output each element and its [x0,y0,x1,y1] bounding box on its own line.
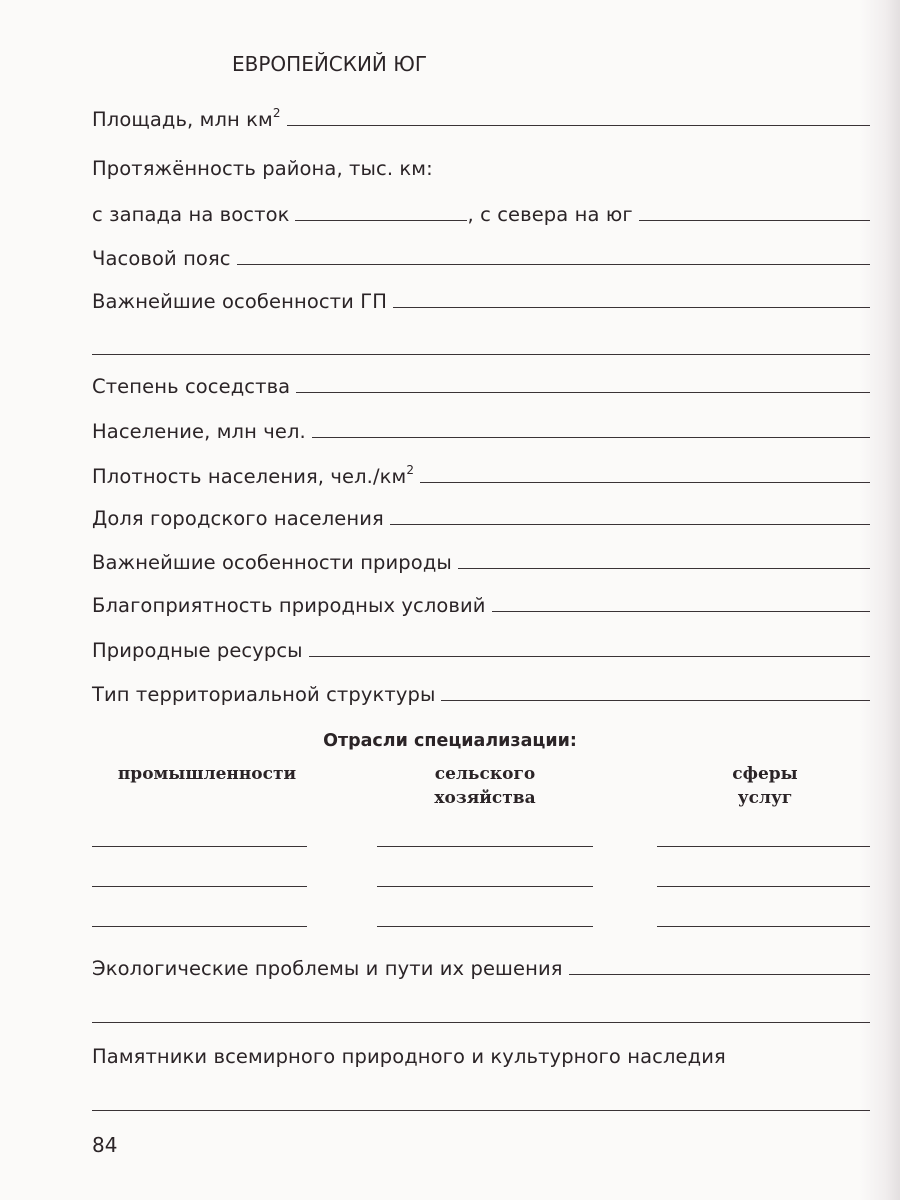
agriculture-input-line[interactable] [377,846,593,847]
density-input-line[interactable] [420,482,870,483]
heritage-label: Памятники всемирного природного и культурного наследия [92,1045,726,1068]
agriculture-input-line[interactable] [377,886,593,887]
column-header-line: промышленности [117,764,297,784]
population-row [92,420,870,443]
density-label: Плотность населения, $чел./км^2$ [92,463,415,488]
extent-label: Протяжённость района, тыс. км: [92,157,433,180]
resources-input-line[interactable] [309,656,870,657]
structure-type-input-line[interactable] [441,700,870,701]
resources-label: Природные ресурсы [92,639,303,662]
gp-features-extra-line[interactable] [92,354,870,355]
industry-column-header [92,762,322,786]
structure-type-row [92,683,870,706]
favorability-input-line[interactable] [492,611,870,612]
extent-values-row [92,203,870,226]
ecology-label: Экологические проблемы и пути их решения [92,957,563,980]
north-south-label: , с севера на юг [467,203,633,226]
population-label: Население, млн чел. [92,420,306,443]
favorability-row [92,594,870,617]
heritage-row [92,1045,870,1068]
services-input-line[interactable] [657,846,870,847]
west-east-input-line[interactable] [295,220,467,221]
favorability-label: Благоприятность природных условий [92,594,486,617]
agriculture-column-header [370,762,600,810]
urban-share-input-line[interactable] [390,524,870,525]
gp-features-row [92,290,870,313]
services-input-line[interactable] [657,926,870,927]
ecology-extra-line[interactable] [92,1022,870,1023]
nature-features-row [92,551,870,574]
industry-input-line[interactable] [92,846,307,847]
column-header-line: услуг [737,788,793,808]
time-zone-input-line[interactable] [237,264,870,265]
neighborhood-input-line[interactable] [296,392,870,393]
neighborhood-label: Степень соседства [92,375,291,398]
area-input-line[interactable] [287,125,870,126]
page-title: ЕВРОПЕЙСКИЙ ЮГ [232,52,428,76]
time-zone-row [92,247,870,270]
heritage-input-line[interactable] [92,1110,870,1111]
nature-features-input-line[interactable] [458,568,870,569]
column-header-line: хозяйства [434,788,536,808]
time-zone-label: Часовой пояс [92,247,231,270]
north-south-input-line[interactable] [639,220,870,221]
urban-share-label: Доля городского населения [92,507,384,530]
agriculture-input-line[interactable] [377,926,593,927]
specialization-heading: Отрасли специализации: [323,731,577,751]
extent-row [92,157,870,180]
industry-input-line[interactable] [92,886,307,887]
west-east-label: с запада на восток [92,203,290,226]
area-label: Площадь, млн $км^2$ [92,106,281,131]
column-header-line: сельского [434,764,536,784]
services-input-line[interactable] [657,886,870,887]
neighborhood-row [92,375,870,398]
ecology-input-line[interactable] [569,974,870,975]
urban-share-row [92,507,870,530]
nature-features-label: Важнейшие особенности природы [92,551,452,574]
population-input-line[interactable] [312,437,870,438]
industry-input-line[interactable] [92,926,307,927]
gp-features-input-line[interactable] [393,307,870,308]
ecology-row [92,957,870,980]
resources-row [92,639,870,662]
column-header-line: сферы [732,764,798,784]
area-row [92,108,870,131]
density-row [92,465,870,488]
gp-features-label: Важнейшие особенности ГП [92,290,387,313]
structure-type-label: Тип территориальной структуры [92,683,436,706]
services-column-header [650,762,880,810]
page-number: 84 [92,1133,118,1157]
